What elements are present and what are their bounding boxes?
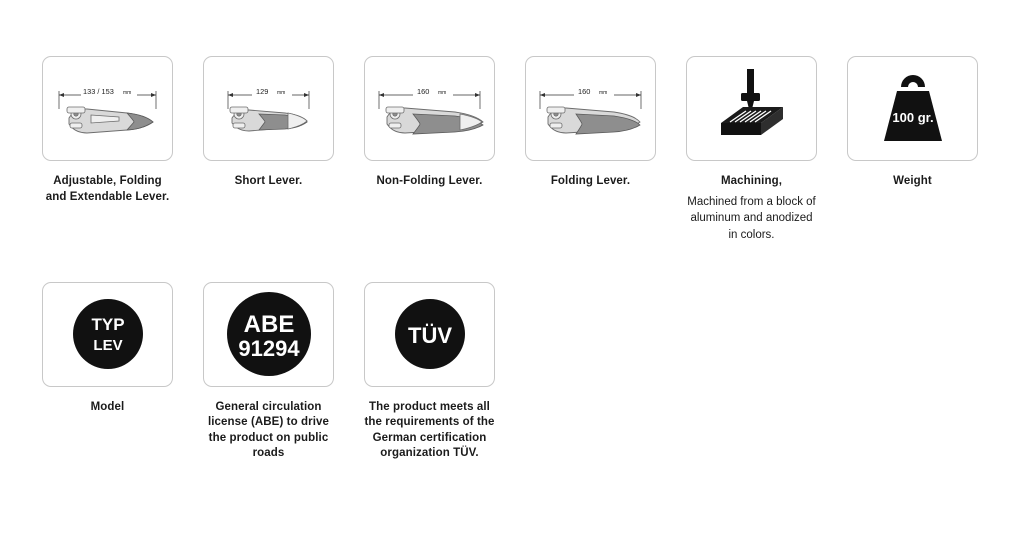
lever-adjustable-dimension: 133 / 153 — [83, 87, 114, 96]
lever-adjustable-tile — [42, 56, 173, 161]
feature-folding-lever — [525, 56, 656, 190]
feature-caption: Model — [90, 400, 125, 413]
lever-folding-dimension: 160 — [578, 87, 591, 96]
tuv-badge-icon — [375, 284, 485, 384]
lever-adjustable-icon — [43, 57, 172, 160]
lever-short-dimension: 129 — [256, 87, 269, 96]
feature-subcaption: Machined from a block of aluminum and anodized in colors. — [687, 195, 816, 241]
lever-non-folding-dimension: 160 — [417, 87, 430, 96]
lever-short-icon — [204, 57, 333, 160]
feature-short-lever — [203, 56, 334, 190]
cnc-machining-tile — [686, 56, 817, 161]
abe-badge-icon — [214, 284, 324, 384]
feature-caption: General circulation license (ABE) to drive the product on public roads — [207, 400, 330, 460]
abe-badge-line1: ABE — [243, 311, 294, 339]
feature-weight — [847, 56, 978, 190]
feature-adjustable-folding-extendable-lever — [42, 56, 173, 205]
feature-row-bottom — [42, 282, 984, 462]
abe-badge-line2: 91294 — [237, 336, 300, 362]
lever-short-unit: mm — [277, 90, 286, 96]
model-badge-icon — [53, 284, 163, 384]
weight-tile — [847, 56, 978, 161]
feature-caption: Non-Folding Lever. — [376, 175, 483, 187]
lever-folding-icon — [526, 57, 655, 160]
lever-folding-unit: mm — [599, 90, 608, 96]
lever-short-tile — [203, 56, 334, 161]
feature-model — [42, 282, 173, 416]
model-badge-line1: TYP — [90, 315, 125, 335]
tuv-badge-tile — [364, 282, 495, 387]
feature-caption: Weight — [893, 175, 932, 187]
lever-non-folding-unit: mm — [438, 90, 447, 96]
cnc-machining-icon — [697, 59, 807, 159]
feature-tuv-certification — [364, 282, 495, 462]
lever-folding-tile — [525, 56, 656, 161]
lever-non-folding-icon — [365, 57, 494, 160]
abe-badge-tile — [203, 282, 334, 387]
feature-machining — [686, 56, 817, 244]
feature-caption: Folding Lever. — [550, 175, 631, 187]
lever-non-folding-tile — [364, 56, 495, 161]
feature-abe-certification — [203, 282, 334, 462]
feature-row-top — [42, 56, 984, 244]
feature-caption: Adjustable, Folding and Extendable Lever. — [45, 175, 170, 203]
weight-badge-value: 100 gr. — [891, 109, 934, 125]
feature-non-folding-lever — [364, 56, 495, 190]
tuv-badge-line1: TÜV — [407, 323, 452, 349]
feature-caption: Machining, — [720, 175, 783, 187]
weight-icon — [858, 59, 968, 159]
feature-caption: Short Lever. — [234, 175, 303, 187]
model-badge-tile — [42, 282, 173, 387]
model-badge-line2: LEV — [92, 337, 123, 355]
lever-adjustable-unit: mm — [123, 90, 132, 96]
feature-caption: The product meets all the requirements of the German certification organization TÜV. — [364, 400, 495, 460]
